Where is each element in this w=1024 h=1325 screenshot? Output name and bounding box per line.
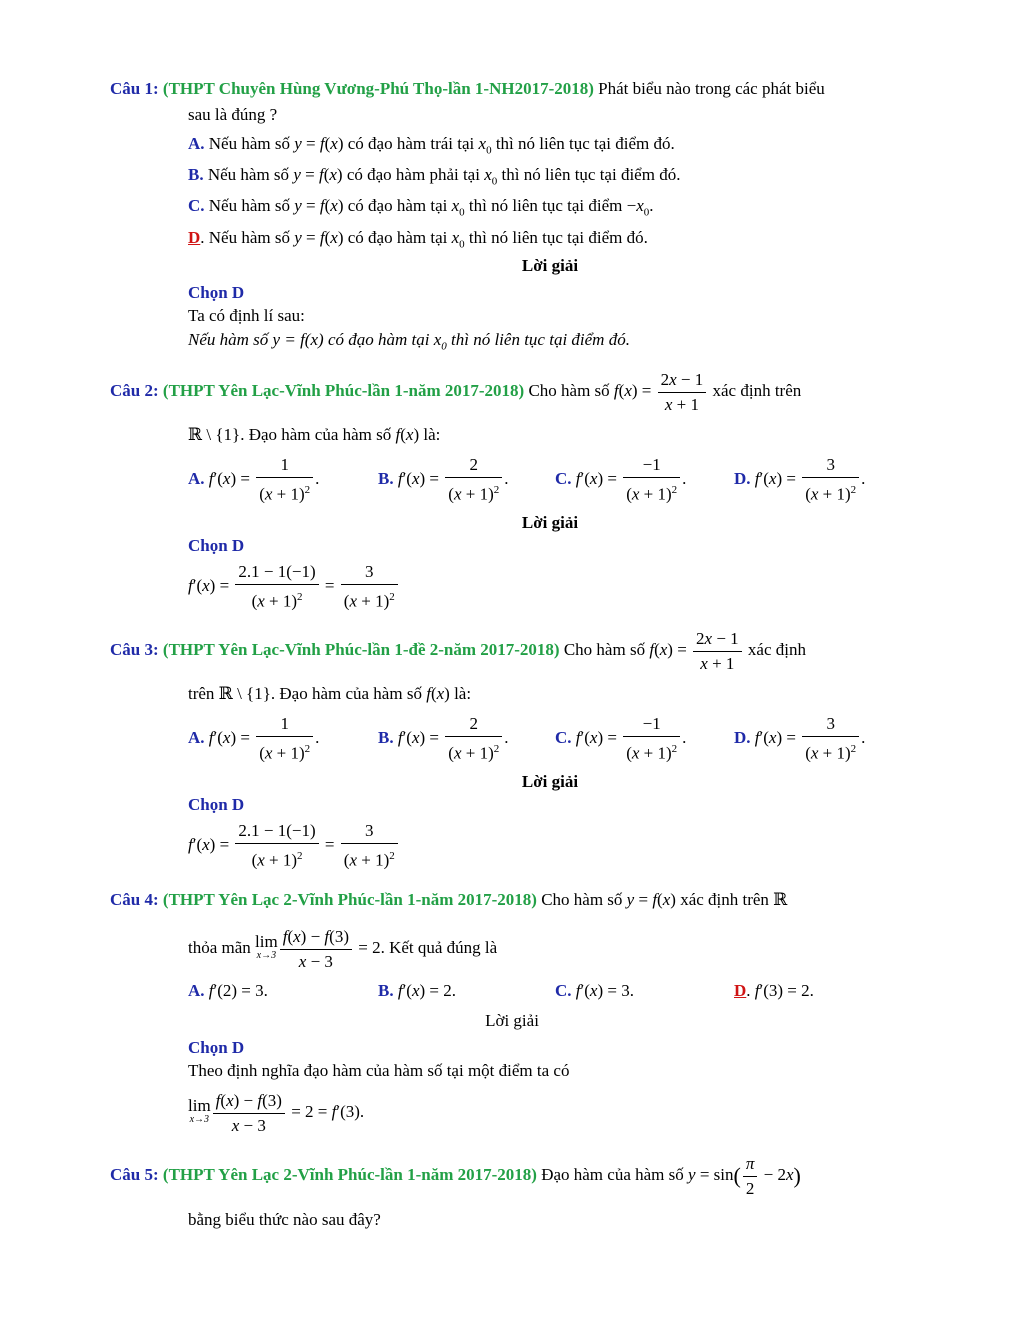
q3-option-a: A. f′(x) = $\frac{1}{(x + 1)^2}$ . <box>188 714 320 763</box>
q2-option-c: C. f′(x) = $\frac{-1}{(x + 1)^2}$ . <box>555 455 687 504</box>
q1-chon: Chọn D <box>188 283 245 302</box>
q1-option-a: A. Nếu hàm số y = f(x) có đạo hàm trái tại $x_0$ thì nó liên tục tại điểm đó. <box>188 134 675 157</box>
q1-header <box>110 78 825 100</box>
q1-theorem-mid: có đạo hàm tại <box>323 330 434 349</box>
q2-text1-end: xác định trên <box>708 381 802 400</box>
q1-option-d-label: D <box>188 228 201 247</box>
q3-option-d-label: D. <box>734 728 751 747</box>
q3-text1-end: xác định <box>743 640 806 659</box>
q2-label: Câu 2: <box>110 381 159 400</box>
q4-option-c-label: C. <box>555 981 572 1000</box>
q2-text1: Cho hàm số <box>524 381 614 400</box>
q4-option-b: B. f′(x) = 2. <box>378 981 457 1000</box>
q1-option-c: C. Nếu hàm số y = f(x) có đạo hàm tại $x_0$ thì nó liên tục tại điểm $-x_0$. <box>188 196 654 219</box>
q1-option-a-label: A. <box>188 134 205 153</box>
q3-chon: Chọn D <box>188 795 245 814</box>
q3-text1: Cho hàm số <box>559 640 650 659</box>
q2-header: Câu 2: (THPT Yên Lạc-Vĩnh Phúc-lần 1-năm 2017-2018) Cho hàm số f(x) = $\frac{2x - 1}{x + 1}$ xác định trên <box>110 364 801 418</box>
q1-option-b-label: B. <box>188 165 204 184</box>
q2-chon: Chọn D <box>188 536 245 555</box>
q4-loi-giai: Lời giải <box>485 1011 539 1030</box>
q2-option-a-label: A. <box>188 469 205 488</box>
q1-source: (THPT Chuyên Hùng Vương-Phú Thọ-lần 1-NH2017-2018) <box>162 79 594 98</box>
q4-text2: thỏa mãn lim x→3 $\frac{f(x) - f(3)}{x - 3}$ = 2. Kết quả đúng là <box>188 926 498 971</box>
q1-option-b-end: thì nó liên tục tại điểm đó. <box>497 165 681 184</box>
q5-text2: bằng biểu thức nào sau đây? <box>188 1210 381 1229</box>
q3-option-c-label: C. <box>555 728 572 747</box>
q1-option-c-pre: Nếu hàm số <box>204 196 295 215</box>
q3-text2-last: là: <box>449 684 472 703</box>
q1-option-c-end: thì nó liên tục tại điểm <box>464 196 627 215</box>
q2-solution: f′(x) = $\frac{2.1 - 1(-1)}{(x + 1)^2}$ = $\frac{3}{(x + 1)^2}$ <box>188 557 400 615</box>
q2-text2-last: là: <box>419 425 441 444</box>
q4-text1-end: xác định trên <box>675 890 774 909</box>
q1-option-b-post: có đạo hàm phải tại <box>342 165 485 184</box>
q3-text2-pre: trên <box>188 684 219 703</box>
q4-option-b-label: B. <box>378 981 394 1000</box>
q1-loi-giai: Lời giải <box>521 256 579 275</box>
q4-header: Câu 4: (THPT Yên Lạc 2-Vĩnh Phúc-lần 1-năm 2017-2018) Cho hàm số y = f(x) xác định trên ℝ <box>110 890 788 910</box>
q1-option-d-pre: . Nếu hàm số <box>200 228 295 247</box>
q1-option-b: B. Nếu hàm số y = f(x) có đạo hàm phải tại $x_0$ thì nó liên tục tại điểm đó. <box>188 165 681 188</box>
q4-line1: Theo định nghĩa đạo hàm của hàm số tại một điểm ta có <box>188 1061 570 1080</box>
q2-text2-end: . Đạo hàm của hàm số <box>240 425 396 444</box>
q4-text1: Cho hàm số <box>536 890 627 909</box>
q4-option-d: D. f′(3) = 2. <box>734 981 814 1000</box>
q4-option-a: A. f′(2) = 3. <box>188 981 268 1000</box>
q1-option-a-end: thì nó liên tục tại điểm đó. <box>491 134 675 153</box>
q3-text2: trên ℝ \ {1}. Đạo hàm của hàm số f(x) là: <box>188 684 472 704</box>
q1-line1: Ta có định lí sau: <box>188 306 305 325</box>
q3-loi-giai: Lời giải <box>521 772 579 791</box>
q3-option-b: B. f′(x) = $\frac{2}{(x + 1)^2}$ . <box>378 714 509 763</box>
q5-header: Câu 5: (THPT Yên Lạc 2-Vĩnh Phúc-lần 1-năm 2017-2018) Đạo hàm của hàm số y = sin( $\frac{\pi}{2}$ − 2x) <box>110 1153 801 1198</box>
q3-source: (THPT Yên Lạc-Vĩnh Phúc-lần 1-đề 2-năm 2017-2018) <box>162 640 560 659</box>
q4-text2-pre: thỏa mãn <box>188 938 256 957</box>
q2-option-b-label: B. <box>378 469 394 488</box>
q2-fraction: $\frac{2x - 1}{x + 1}$ <box>658 368 707 417</box>
q1-option-b-pre: Nếu hàm số <box>203 165 294 184</box>
q2-option-d-label: D. <box>734 469 751 488</box>
q4-source: (THPT Yên Lạc 2-Vĩnh Phúc-lần 1-năm 2017-2018) <box>162 890 537 909</box>
q1-option-c-label: C. <box>188 196 205 215</box>
q1-text2: sau là đúng ? <box>188 105 278 124</box>
q2-text2: ℝ \ {1}. Đạo hàm của hàm số f(x) là: <box>188 425 441 445</box>
q3-option-b-label: B. <box>378 728 394 747</box>
q3-label: Câu 3: <box>110 640 159 659</box>
q2-source: (THPT Yên Lạc-Vĩnh Phúc-lần 1-năm 2017-2018) <box>162 381 525 400</box>
q1-option-d: D. Nếu hàm số y = f(x) có đạo hàm tại $x_0$ thì nó liên tục tại điểm đó. <box>188 228 648 251</box>
q2-option-a: A. f′(x) = $\frac{1}{(x + 1)^2}$ . <box>188 455 320 504</box>
q4-text2-end: . Kết quả đúng là <box>380 938 498 957</box>
q3-header: Câu 3: (THPT Yên Lạc-Vĩnh Phúc-lần 1-đề 2-năm 2017-2018) Cho hàm số f(x) = $\frac{2x - 1}{x + 1}$ xác định <box>110 623 806 677</box>
q4-option-a-label: A. <box>188 981 205 1000</box>
q1-option-c-post: có đạo hàm tại <box>343 196 452 215</box>
q1-text1: Phát biểu nào trong các phát biểu <box>593 79 825 98</box>
q4-option-c: C. f′(x) = 3. <box>555 981 634 1000</box>
q4-label: Câu 4: <box>110 890 159 909</box>
q4-solution: lim x→3 $\frac{f(x) - f(3)}{x - 3}$ = 2 = f′(3). <box>188 1090 365 1135</box>
q5-source: (THPT Yên Lạc 2-Vĩnh Phúc-lần 1-năm 2017-2018) <box>162 1165 537 1184</box>
q4-option-d-label: D <box>734 981 747 1000</box>
q2-option-b: B. f′(x) = $\frac{2}{(x + 1)^2}$ . <box>378 455 509 504</box>
q2-option-d: D. f′(x) = $\frac{3}{(x + 1)^2}$ . <box>734 455 866 504</box>
q1-label: Câu 1: <box>110 79 159 98</box>
q1-option-a-pre: Nếu hàm số <box>204 134 295 153</box>
q1-theorem-end: thì nó liên tục tại điểm đó. <box>446 330 630 349</box>
q3-option-c: C. f′(x) = $\frac{-1}{(x + 1)^2}$ . <box>555 714 687 763</box>
q1-option-a-post: có đạo hàm trái tại <box>343 134 479 153</box>
q3-option-a-label: A. <box>188 728 205 747</box>
q5-label: Câu 5: <box>110 1165 159 1184</box>
q3-text2-end: . Đạo hàm của hàm số <box>270 684 427 703</box>
q3-option-d: D. f′(x) = $\frac{3}{(x + 1)^2}$ . <box>734 714 866 763</box>
q1-option-d-post: có đạo hàm tại <box>343 228 452 247</box>
q3-fraction: $\frac{2x - 1}{x + 1}$ <box>693 627 742 676</box>
q5-text1: Đạo hàm của hàm số <box>536 1165 689 1184</box>
q1-theorem: Nếu hàm số y = f(x) có đạo hàm tại $x_0$ thì nó liên tục tại điểm đó. <box>188 330 630 353</box>
q2-option-c-label: C. <box>555 469 572 488</box>
q2-loi-giai: Lời giải <box>521 513 579 532</box>
q1-theorem-pre: Nếu hàm số <box>188 330 273 349</box>
q1-option-d-end: thì nó liên tục tại điểm đó. <box>464 228 648 247</box>
q3-solution: f′(x) = $\frac{2.1 - 1(-1)}{(x + 1)^2}$ = $\frac{3}{(x + 1)^2}$ <box>188 816 400 874</box>
q4-chon: Chọn D <box>188 1038 245 1057</box>
